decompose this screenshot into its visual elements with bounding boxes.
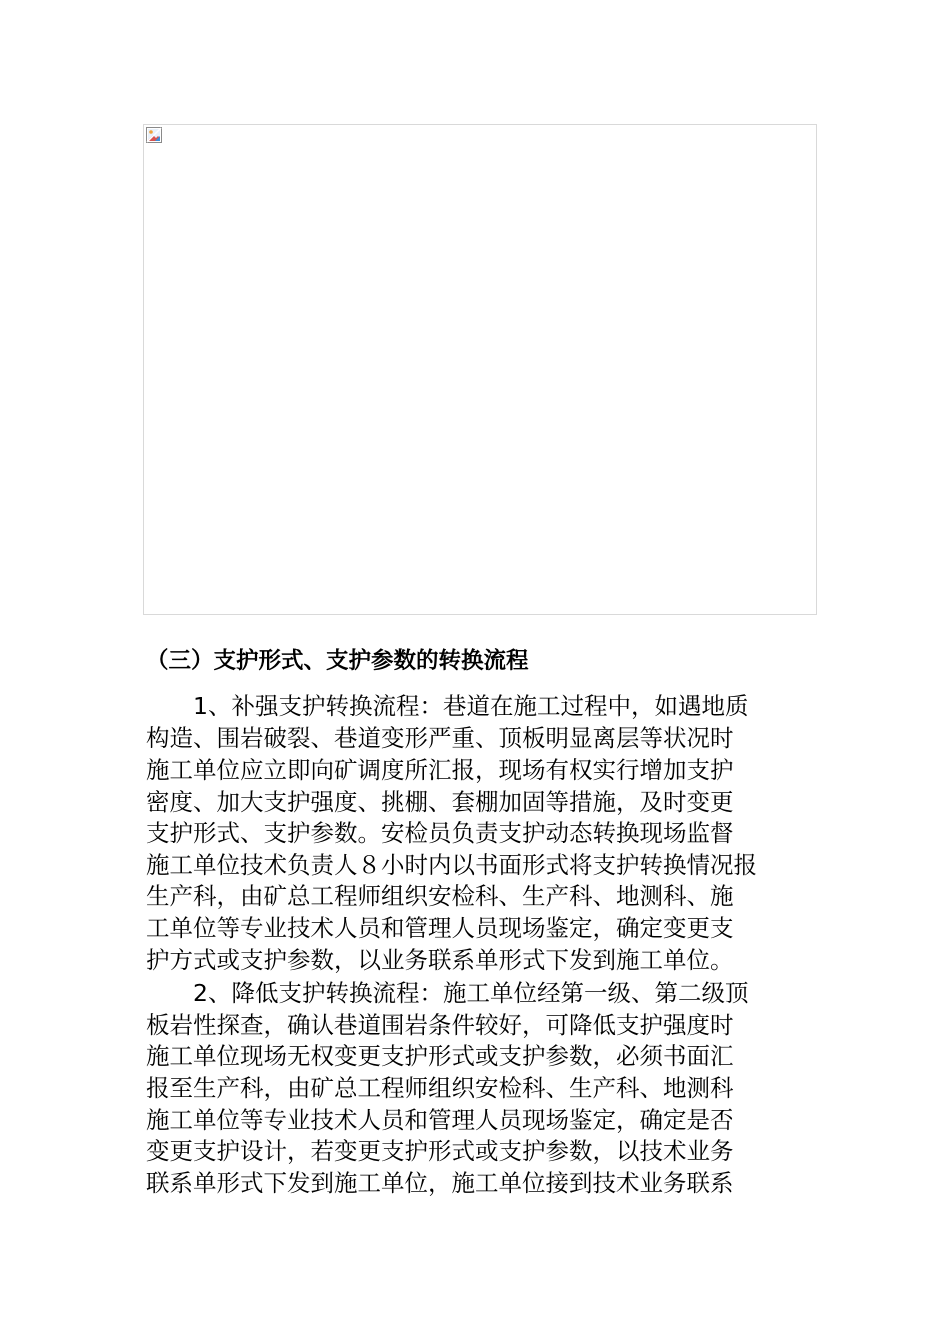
paragraph-line: 施工单位等专业技术人员和管理人员现场鉴定，确定是否 <box>146 1106 734 1134</box>
paragraph-line: 施工单位技术负责人８小时内以书面形式将支护转换情况报 <box>146 851 757 879</box>
paragraph-line: 施工单位应立即向矿调度所汇报，现场有权实行增加支护 <box>146 756 734 784</box>
paragraph-line: 报至生产科，由矿总工程师组织安检科、生产科、地测科 <box>146 1074 734 1102</box>
paragraph-line: 变更支护设计，若变更支护形式或支护参数，以技术业务 <box>146 1137 734 1165</box>
paragraph-line: 板岩性探查，确认巷道围岩条件较好，可降低支护强度时 <box>146 1011 734 1039</box>
paragraph-line: 1、补强支护转换流程：巷道在施工过程中，如遇地质 <box>193 692 749 720</box>
paragraph-line: 支护形式、支护参数。安检员负责支护动态转换现场监督 <box>146 819 734 847</box>
paragraph-line: 密度、加大支护强度、挑棚、套棚加固等措施，及时变更 <box>146 788 734 816</box>
paragraph-line: 2、降低支护转换流程：施工单位经第一级、第二级顶 <box>193 979 749 1007</box>
paragraph-line: 生产科，由矿总工程师组织安检科、生产科、地测科、施 <box>146 882 734 910</box>
figure-placeholder <box>143 124 817 615</box>
paragraph-line: 联系单形式下发到施工单位，施工单位接到技术业务联系 <box>146 1169 734 1197</box>
broken-image-icon <box>146 127 162 143</box>
paragraph-line: 护方式或支护参数，以业务联系单形式下发到施工单位。 <box>146 946 734 974</box>
paragraph-line: 构造、围岩破裂、巷道变形严重、顶板明显离层等状况时 <box>146 724 734 752</box>
paragraph-line: 工单位等专业技术人员和管理人员现场鉴定，确定变更支 <box>146 914 734 942</box>
paragraph-line: 施工单位现场无权变更支护形式或支护参数，必须书面汇 <box>146 1042 734 1070</box>
section-heading: （三）支护形式、支护参数的转换流程 <box>146 648 529 674</box>
